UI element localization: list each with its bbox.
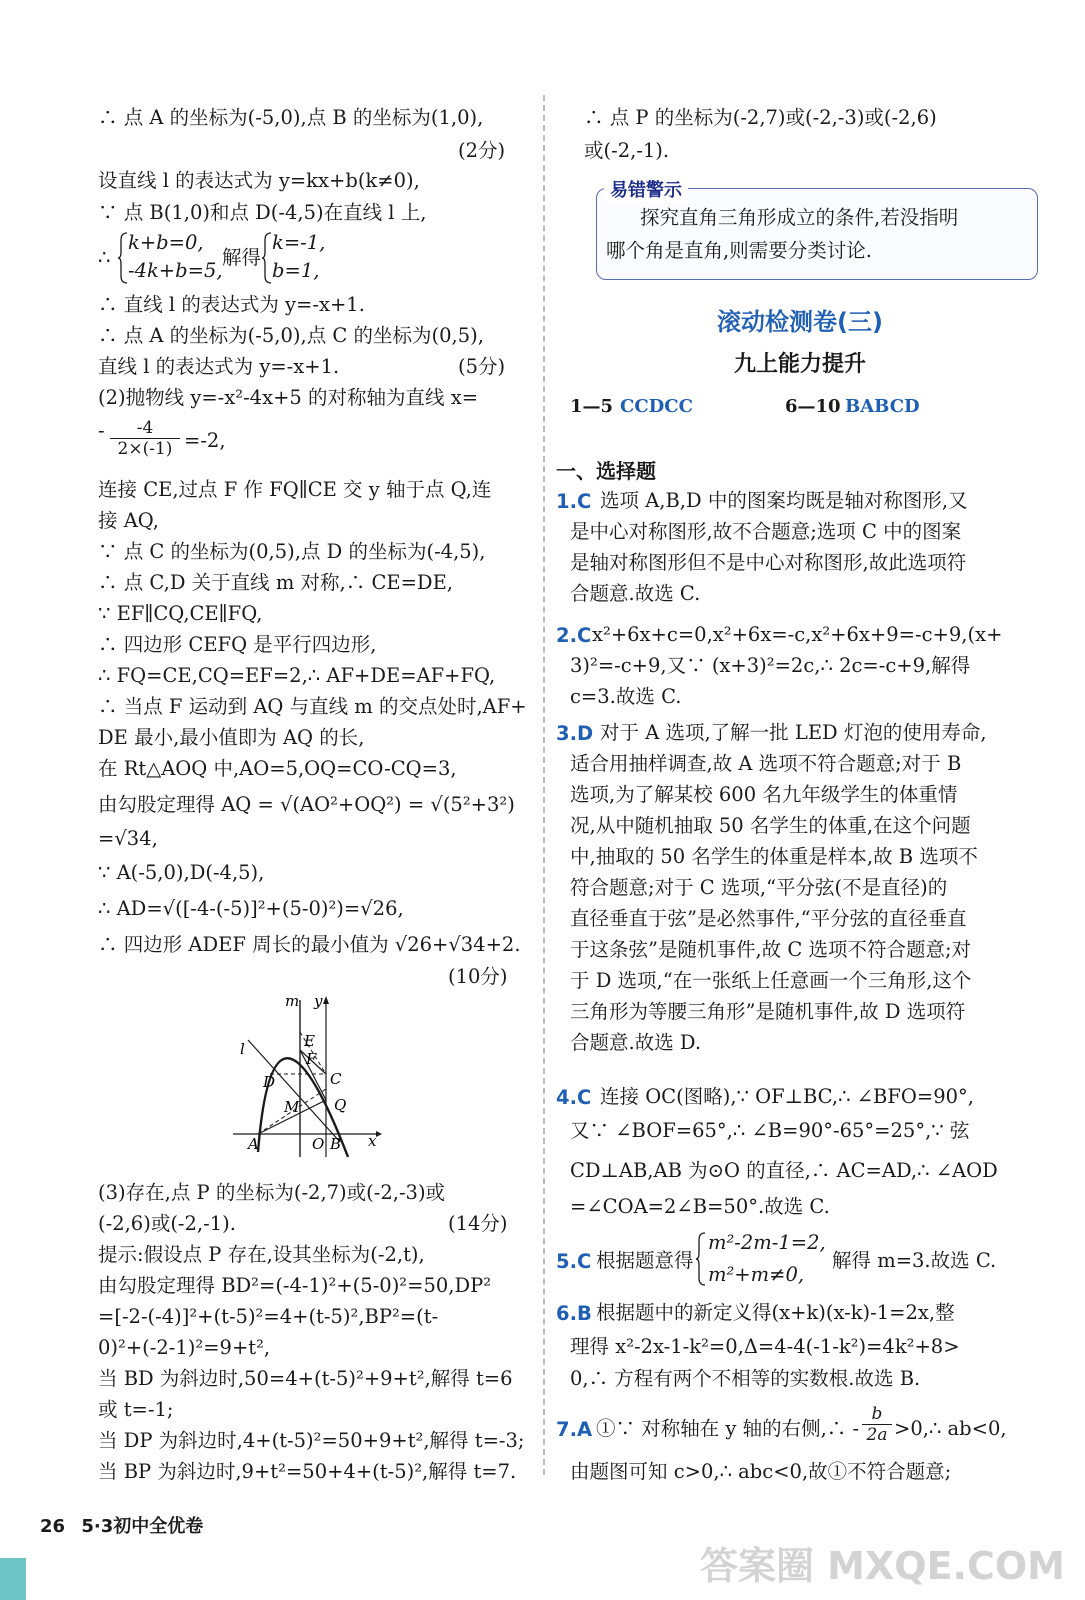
footer-bar xyxy=(0,1558,26,1600)
left-line: ∵ 点 B(1,0)和点 D(-4,5)在直线 l 上, xyxy=(98,201,427,224)
left-line: 提示:假设点 P 存在,设其坐标为(-2,t), xyxy=(98,1243,425,1266)
item-line: 符合题意;对于 C 选项,“平分弦(不是直径)的 xyxy=(570,876,948,899)
left-line: 接 AQ, xyxy=(98,509,159,532)
svg-text:B: B xyxy=(330,1135,342,1153)
svg-text:A: A xyxy=(248,1135,259,1153)
svg-text:E: E xyxy=(304,1032,315,1050)
item-line: 选项,为了解某校 600 名九年级学生的体重情 xyxy=(570,783,958,806)
left-line: 0)²+(-2-1)²=9+t², xyxy=(98,1336,271,1359)
item-line: 是轴对称图形但不是中心对称图形,故此选项符 xyxy=(570,551,967,574)
brace-icon xyxy=(696,1232,706,1286)
left-line: ∴ 点 A 的坐标为(-5,0),点 B 的坐标为(1,0), xyxy=(98,106,484,129)
item-line: m²+m≠0, xyxy=(708,1263,805,1286)
fraction: - $\frac{-4}{2\times(-1)}$ =-2, xyxy=(98,418,226,459)
left-line: ∴ 点 A 的坐标为(-5,0),点 C 的坐标为(0,5), xyxy=(98,324,484,347)
warning-label: 易错警示 xyxy=(604,176,688,202)
item-line: 中,抽取的 50 名学生的体重是样本,故 B 选项不 xyxy=(570,845,978,868)
item-number: 4.C xyxy=(556,1086,592,1109)
item-line: 根据题意得 xyxy=(596,1249,694,1272)
svg-text:F: F xyxy=(306,1050,317,1068)
item-line: 况,从中随机抽取 50 名学生的体重,在这个问题 xyxy=(570,814,971,837)
left-line: (-2,6)或(-2,-1). xyxy=(98,1212,236,1235)
svg-text:Q: Q xyxy=(334,1096,347,1114)
item-line: 三角形为等腰三角形”是随机事件,故 D 选项符 xyxy=(570,1000,966,1023)
parabola-graph xyxy=(228,992,388,1164)
left-line: ∴ 四边形 ADEF 周长的最小值为 √26+√34+2. xyxy=(98,933,521,956)
item-number: 1.C xyxy=(556,490,592,513)
score: (10分) xyxy=(448,965,508,988)
item-line: 选项 A,B,D 中的图案均既是轴对称图形,又 xyxy=(600,489,968,512)
left-line: 由勾股定理得 BD²=(-4-1)²+(5-0)²=50,DP² xyxy=(98,1274,492,1297)
svg-text:l: l xyxy=(240,1040,245,1058)
left-line: 设直线 l 的表达式为 y=kx+b(k≠0), xyxy=(98,169,420,192)
item-line: 合题意.故选 C. xyxy=(570,582,701,605)
watermark: 答案圈 MXQE.COM xyxy=(699,1544,1065,1588)
score: (5分) xyxy=(458,355,506,378)
item-line: 于这条弦”是随机事件,故 C 选项不符合题意;对 xyxy=(570,938,972,961)
item-line: 于 D 选项,“在一张纸上任意画一个三角形,这个 xyxy=(570,969,972,992)
section-subtitle: 九上能力提升 xyxy=(733,352,866,377)
svg-text:y: y xyxy=(314,992,323,1010)
left-line: 连接 CE,过点 F 作 FQ∥CE 交 y 轴于点 Q,连 xyxy=(98,478,492,501)
column-divider xyxy=(543,95,545,1475)
fraction: $\frac{b}{2a}$ xyxy=(862,1404,892,1445)
item-line: CD⊥AB,AB 为⊙O 的直径,∴ AC=AD,∴ ∠AOD xyxy=(570,1159,998,1182)
svg-text:x: x xyxy=(368,1132,377,1150)
svg-text:D: D xyxy=(263,1073,276,1091)
left-line: ∴ 当点 F 运动到 AQ 与直线 m 的交点处时,AF+ xyxy=(98,695,527,718)
item-number: 3.D xyxy=(556,722,594,745)
section-title: 滚动检测卷(三) xyxy=(717,308,883,336)
item-line: ①∵ 对称轴在 y 轴的右侧,∴ - xyxy=(596,1417,860,1440)
svg-text:C: C xyxy=(330,1070,342,1088)
left-line: ∵ 点 C 的坐标为(0,5),点 D 的坐标为(-4,5), xyxy=(98,540,486,563)
right-line: 或(-2,-1). xyxy=(584,139,670,162)
right-line: ∴ 点 P 的坐标为(-2,7)或(-2,-3)或(-2,6) xyxy=(584,106,937,129)
page-number: 26 xyxy=(40,1516,66,1537)
warning-text: 探究直角三角形成立的条件,若没指明 xyxy=(640,206,959,229)
left-line: DE 最小,最小值即为 AQ 的长, xyxy=(98,726,365,749)
left-line: 当 DP 为斜边时,4+(t-5)²=50+9+t²,解得 t=-3; xyxy=(98,1429,525,1452)
item-line: 解得 m=3.故选 C. xyxy=(832,1249,997,1272)
left-line: ∴ AD=√([-4-(-5)]²+(5-0)²)=√26, xyxy=(98,897,404,920)
left-line: (3)存在,点 P 的坐标为(-2,7)或(-2,-3)或 xyxy=(98,1181,446,1204)
item-number: 7.A xyxy=(556,1418,593,1441)
left-line: ∴ 四边形 CEFQ 是平行四边形, xyxy=(98,633,377,656)
left-line: ∵ A(-5,0),D(-4,5), xyxy=(98,861,265,884)
book-title: 5·3初中全优卷 xyxy=(81,1516,204,1537)
item-number: 2.C xyxy=(556,624,592,647)
item-line: m²-2m-1=2, xyxy=(708,1231,826,1254)
item-line: 由题图可知 c>0,∴ abc<0,故①不符合题意; xyxy=(570,1460,952,1483)
item-line: c=3.故选 C. xyxy=(570,685,682,708)
svg-text:M: M xyxy=(284,1098,300,1116)
footer xyxy=(40,1512,203,1538)
item-line: =∠COA=2∠B=50°.故选 C. xyxy=(570,1195,830,1218)
left-line: 当 BD 为斜边时,50=4+(t-5)²+9+t²,解得 t=6 xyxy=(98,1367,513,1390)
score: (14分) xyxy=(448,1212,508,1235)
left-line: (2)抛物线 y=-x²-4x+5 的对称轴为直线 x= xyxy=(98,386,479,409)
item-line: 是中心对称图形,故不合题意;选项 C 中的图案 xyxy=(570,520,962,543)
svg-text:m: m xyxy=(285,992,300,1010)
left-line: =[-2-(-4)]²+(t-5)²=4+(t-5)²,BP²=(t- xyxy=(98,1305,439,1328)
left-line: 或 t=-1; xyxy=(98,1398,174,1421)
left-line: 当 BP 为斜边时,9+t²=50+4+(t-5)²,解得 t=7. xyxy=(98,1460,517,1483)
item-line: 合题意.故选 D. xyxy=(570,1031,702,1054)
item-line: 连接 OC(图略),∵ OF⊥BC,∴ ∠BFO=90°, xyxy=(600,1085,974,1108)
brace-icon xyxy=(118,232,128,284)
item-line: 适合用抽样调查,故 A 选项不符合题意;对于 B xyxy=(570,752,962,775)
item-line: 根据题中的新定义得(x+k)(x-k)-1=2x,整 xyxy=(596,1301,955,1324)
left-line: 在 Rt△AOQ 中,AO=5,OQ=CO-CQ=3, xyxy=(98,757,457,780)
item-line: 又∵ ∠BOF=65°,∴ ∠B=90°-65°=25°,∵ 弦 xyxy=(570,1119,970,1142)
item-line: 对于 A 选项,了解一批 LED 灯泡的使用寿命, xyxy=(600,721,987,744)
left-line: ∴ FQ=CE,CQ=EF=2,∴ AF+DE=AF+FQ, xyxy=(98,664,496,687)
left-line: ∵ EF∥CQ,CE∥FQ, xyxy=(98,602,263,625)
left-line: ∴ 直线 l 的表达式为 y=-x+1. xyxy=(98,293,365,316)
left-line: ∴ 点 C,D 关于直线 m 对称,∴ CE=DE, xyxy=(98,571,453,594)
item-line: 0,∴ 方程有两个不相等的实数根.故选 B. xyxy=(570,1367,921,1390)
brace-icon xyxy=(262,232,272,284)
section-heading: 一、选择题 xyxy=(556,459,656,483)
item-line: 直径垂直于弦”是必然事件,“平分弦的直径垂直 xyxy=(570,907,967,930)
left-line: 由勾股定理得 AQ = √(AO²+OQ²) = √(5²+3²) xyxy=(98,793,515,816)
item-line: >0,∴ ab<0, xyxy=(894,1417,1007,1440)
left-line: 直线 l 的表达式为 y=-x+1. xyxy=(98,355,340,378)
item-line: 3)²=-c+9,又∵ (x+3)²=2c,∴ 2c=-c+9,解得 xyxy=(570,654,971,677)
score: (2分) xyxy=(458,139,506,162)
item-number: 5.C xyxy=(556,1250,592,1273)
svg-text:O: O xyxy=(312,1135,325,1153)
item-line: x²+6x+c=0,x²+6x=-c,x²+6x+9=-c+9,(x+ xyxy=(592,623,1003,646)
left-line: =√34, xyxy=(98,827,158,850)
warning-text: 哪个角是直角,则需要分类讨论. xyxy=(606,239,872,262)
item-line: 理得 x²-2x-1-k²=0,Δ=4-4(-1-k²)=4k²+8> xyxy=(570,1335,960,1358)
item-number: 6.B xyxy=(556,1302,592,1325)
